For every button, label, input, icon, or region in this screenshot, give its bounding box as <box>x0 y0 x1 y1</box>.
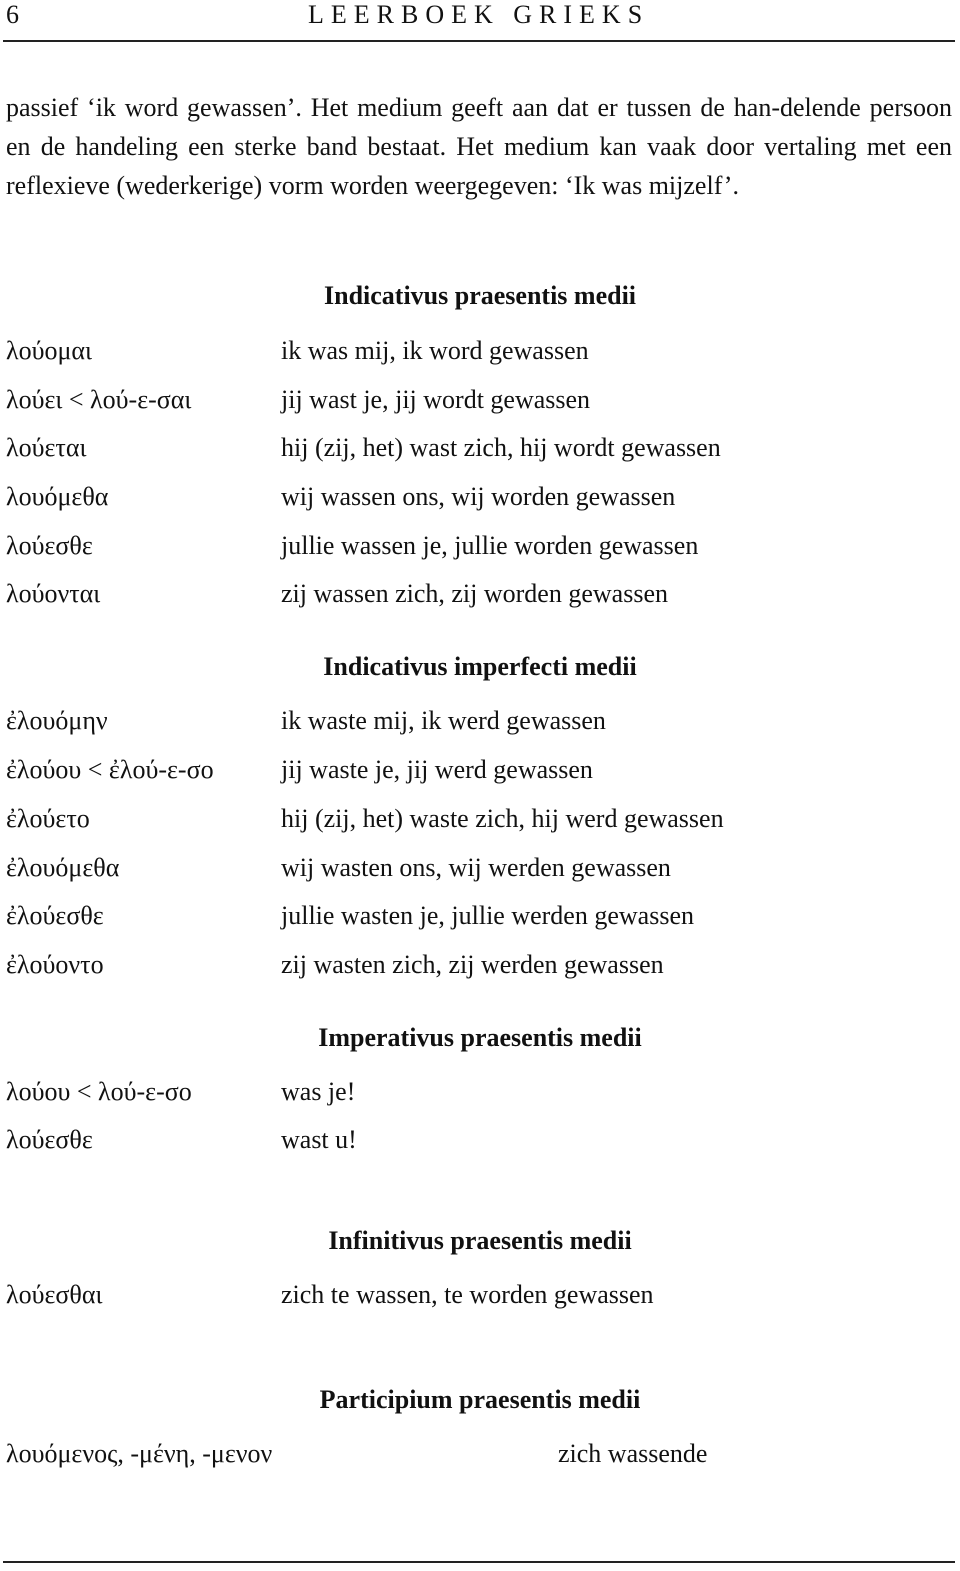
section-heading: Imperativus praesentis medii <box>318 1023 642 1052</box>
conjugation-row <box>0 482 960 522</box>
greek-form: ἐλούεσθε <box>6 901 104 930</box>
greek-form: ἐλούου < ἐλού-ε-σο <box>6 755 214 784</box>
greek-form: λούου < λού-ε-σο <box>6 1077 192 1106</box>
intro-paragraph: passief ‘ik word gewassen’. Het medium geeft aan dat er tussen de han-delende persoon en de handeling een sterke band bestaat. Het medium kan vaak door vertaling met een reflexieve (wederkerige) vorm worden weergegeven: ‘Ik was mijzelf’. <box>6 93 952 200</box>
header-rule <box>3 40 955 42</box>
greek-form: ἐλουόμεθα <box>6 853 120 882</box>
dutch-translation: hij (zij, het) waste zich, hij werd gewassen <box>281 804 724 833</box>
conjugation-row <box>0 385 960 425</box>
dutch-translation: was je! <box>281 1077 356 1106</box>
section-heading: Participium praesentis medii <box>319 1385 641 1414</box>
conjugation-row <box>0 531 960 571</box>
conjugation-row <box>0 579 960 619</box>
dutch-translation: zij wassen zich, zij worden gewassen <box>281 579 668 608</box>
dutch-translation: jij wast je, jij wordt gewassen <box>281 385 591 414</box>
page-number: 6 <box>6 0 19 29</box>
conjugation-row <box>0 1077 960 1117</box>
conjugation-row <box>0 804 960 844</box>
conjugation-row <box>0 433 960 473</box>
section-heading: Infinitivus praesentis medii <box>328 1226 632 1255</box>
dutch-translation: jullie wasten je, jullie werden gewassen <box>281 901 694 930</box>
footer-rule <box>3 1561 955 1563</box>
conjugation-row <box>0 336 960 376</box>
conjugation-row <box>0 950 960 990</box>
conjugation-row <box>0 755 960 795</box>
greek-form: λούεται <box>6 433 87 462</box>
greek-form: ἐλουόμην <box>6 706 108 735</box>
greek-form: ἐλούετο <box>6 804 90 833</box>
dutch-translation: wij wassen ons, wij worden gewassen <box>281 482 676 511</box>
dutch-translation: zich te wassen, te worden gewassen <box>281 1280 654 1309</box>
dutch-translation: zich wassende <box>558 1439 708 1468</box>
dutch-translation: jullie wassen je, jullie worden gewassen <box>281 531 699 560</box>
greek-form: λουόμεθα <box>6 482 109 511</box>
greek-form: ἐλούοντο <box>6 950 104 979</box>
conjugation-row <box>0 901 960 941</box>
conjugation-row <box>0 706 960 746</box>
greek-form: λούεσθε <box>6 531 93 560</box>
dutch-translation: hij (zij, het) wast zich, hij wordt gewassen <box>281 433 721 462</box>
dutch-translation: jij waste je, jij werd gewassen <box>281 755 593 784</box>
dutch-translation: ik waste mij, ik werd gewassen <box>281 706 606 735</box>
greek-form: λούεσθε <box>6 1125 93 1154</box>
greek-form: λούεσθαι <box>6 1280 103 1309</box>
page-header <box>0 0 960 40</box>
section-heading: Indicativus praesentis medii <box>323 281 637 310</box>
running-title: LEERBOEK GRIEKS <box>308 0 650 29</box>
dutch-translation: zij wasten zich, zij werden gewassen <box>281 950 664 979</box>
greek-form: λούονται <box>6 579 101 608</box>
conjugation-row <box>0 853 960 893</box>
greek-form: λούει < λού-ε-σαι <box>6 385 192 414</box>
greek-form: λουόμενος, -μένη, -μενον <box>6 1439 273 1468</box>
dutch-translation: wij wasten ons, wij werden gewassen <box>281 853 671 882</box>
conjugation-row <box>0 1125 960 1165</box>
greek-form: λούομαι <box>6 336 93 365</box>
dutch-translation: ik was mij, ik word gewassen <box>281 336 589 365</box>
conjugation-row <box>0 1439 960 1479</box>
conjugation-row <box>0 1280 960 1320</box>
section-heading: Indicativus imperfecti medii <box>323 652 637 681</box>
dutch-translation: wast u! <box>281 1125 357 1154</box>
